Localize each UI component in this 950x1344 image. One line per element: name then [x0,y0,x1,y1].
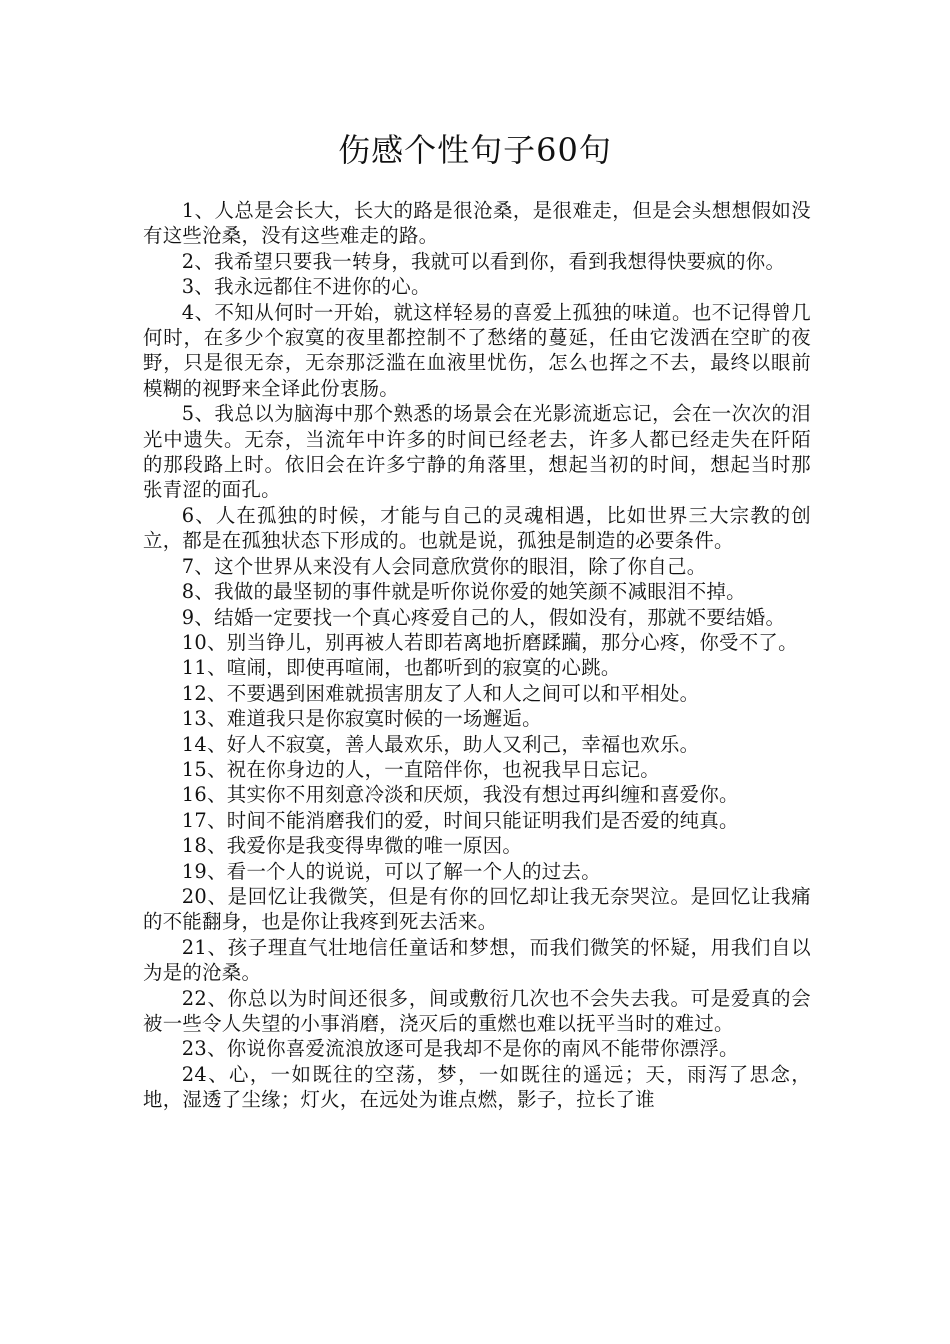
paragraph-8: 8、我做的最坚韧的事件就是听你说你爱的她笑颜不减眼泪不掉。 [181,580,746,604]
paragraph-22: 22、你总以为时间还很多，间或敷衍几次也不会失去我。可是爱真的会被一些令人失望的小事消磨，浇灭后的重燃也难以抚平当时的难过。 [143,986,811,1035]
paragraph-16: 16、其实你不用刻意冷淡和厌烦，我没有想过再纠缠和喜爱你。 [181,783,739,807]
paragraph-18: 18、我爱你是我变得卑微的唯一原因。 [181,834,523,858]
paragraph-2: 2、我希望只要我一转身，我就可以看到你，看到我想得快要疯的你。 [181,249,786,273]
paragraph-21: 21、孩子理直气壮地信任童话和梦想，而我们微笑的怀疑，用我们自以为是的沧桑。 [143,935,811,985]
paragraph-9: 9、结婚一定要找一个真心疼爱自己的人，假如没有，那就不要结婚。 [181,605,786,629]
paragraph-14: 14、好人不寂寞，善人最欢乐，助人又利己，幸福也欢乐。 [181,732,700,756]
paragraph-4: 4、不知从何时一开始，就这样轻易的喜爱上孤独的味道。也不记得曾几何时，在多少个寂寞的夜里都控制不了愁绪的蔓延，任由它泼洒在空旷的夜野，只是很无奈，无奈那泛滥在血液里忧伤，怎么也挥之不去，最终以眼前模糊的视野来全译此份衷肠。 [143,300,811,400]
paragraph-19: 19、看一个人的说说，可以了解一个人的过去。 [181,859,601,883]
paragraph-23: 23、你说你喜爱流浪放逐可是我却不是你的南风不能带你漂浮。 [181,1037,739,1061]
paragraph-10: 10、别当铮儿，别再被人若即若离地折磨蹂躏，那分心疼，你受不了。 [181,630,798,654]
paragraph-1: 1、人总是会长大，长大的路是很沧桑，是很难走，但是会头想想假如没有这些沧桑，没有这些难走的路。 [143,199,811,248]
paragraph-5: 5、我总以为脑海中那个熟悉的场景会在光影流逝忘记，会在一次次的泪光中遗失。无奈，当流年中许多的时间已经老去，许多人都已经走失在阡陌的那段路上时。依旧会在许多宁静的角落里，想起当初的时间，想起当时那张青涩的面孔。 [143,402,811,502]
paragraph-17: 17、时间不能消磨我们的爱，时间只能证明我们是否爱的纯真。 [181,808,739,832]
paragraph-15: 15、祝在你身边的人，一直陪伴你，也祝我早日忘记。 [181,757,660,781]
paragraph-13: 13、难道我只是你寂寞时候的一场邂逅。 [181,707,542,731]
paragraph-20: 20、是回忆让我微笑，但是有你的回忆却让我无奈哭泣。是回忆让我痛的不能翻身，也是你让我疼到死去活来。 [143,884,811,934]
paragraph-24: 24、心，一如既往的空荡，梦，一如既往的遥远；天，雨泻了思念，地，湿透了尘缘；灯火，在远处为谁点燃，影子，拉长了谁 [143,1062,811,1112]
paragraph-11: 11、喧闹，即使再喧闹，也都听到的寂寞的心跳。 [181,656,621,680]
document-body [143,198,811,1113]
document-title: 伤感个性句子60句 [338,131,612,169]
paragraph-7: 7、这个世界从来没有人会同意欣赏你的眼泪，除了你自己。 [181,554,707,578]
paragraph-3: 3、我永远都住不进你的心。 [181,275,431,299]
paragraph-6: 6、人在孤独的时候，才能与自己的灵魂相遇，比如世界三大宗教的创立，都是在孤独状态下形成的。也就是说，孤独是制造的必要条件。 [143,503,811,553]
paragraph-12: 12、不要遇到困难就损害朋友了人和人之间可以和平相处。 [181,681,700,705]
